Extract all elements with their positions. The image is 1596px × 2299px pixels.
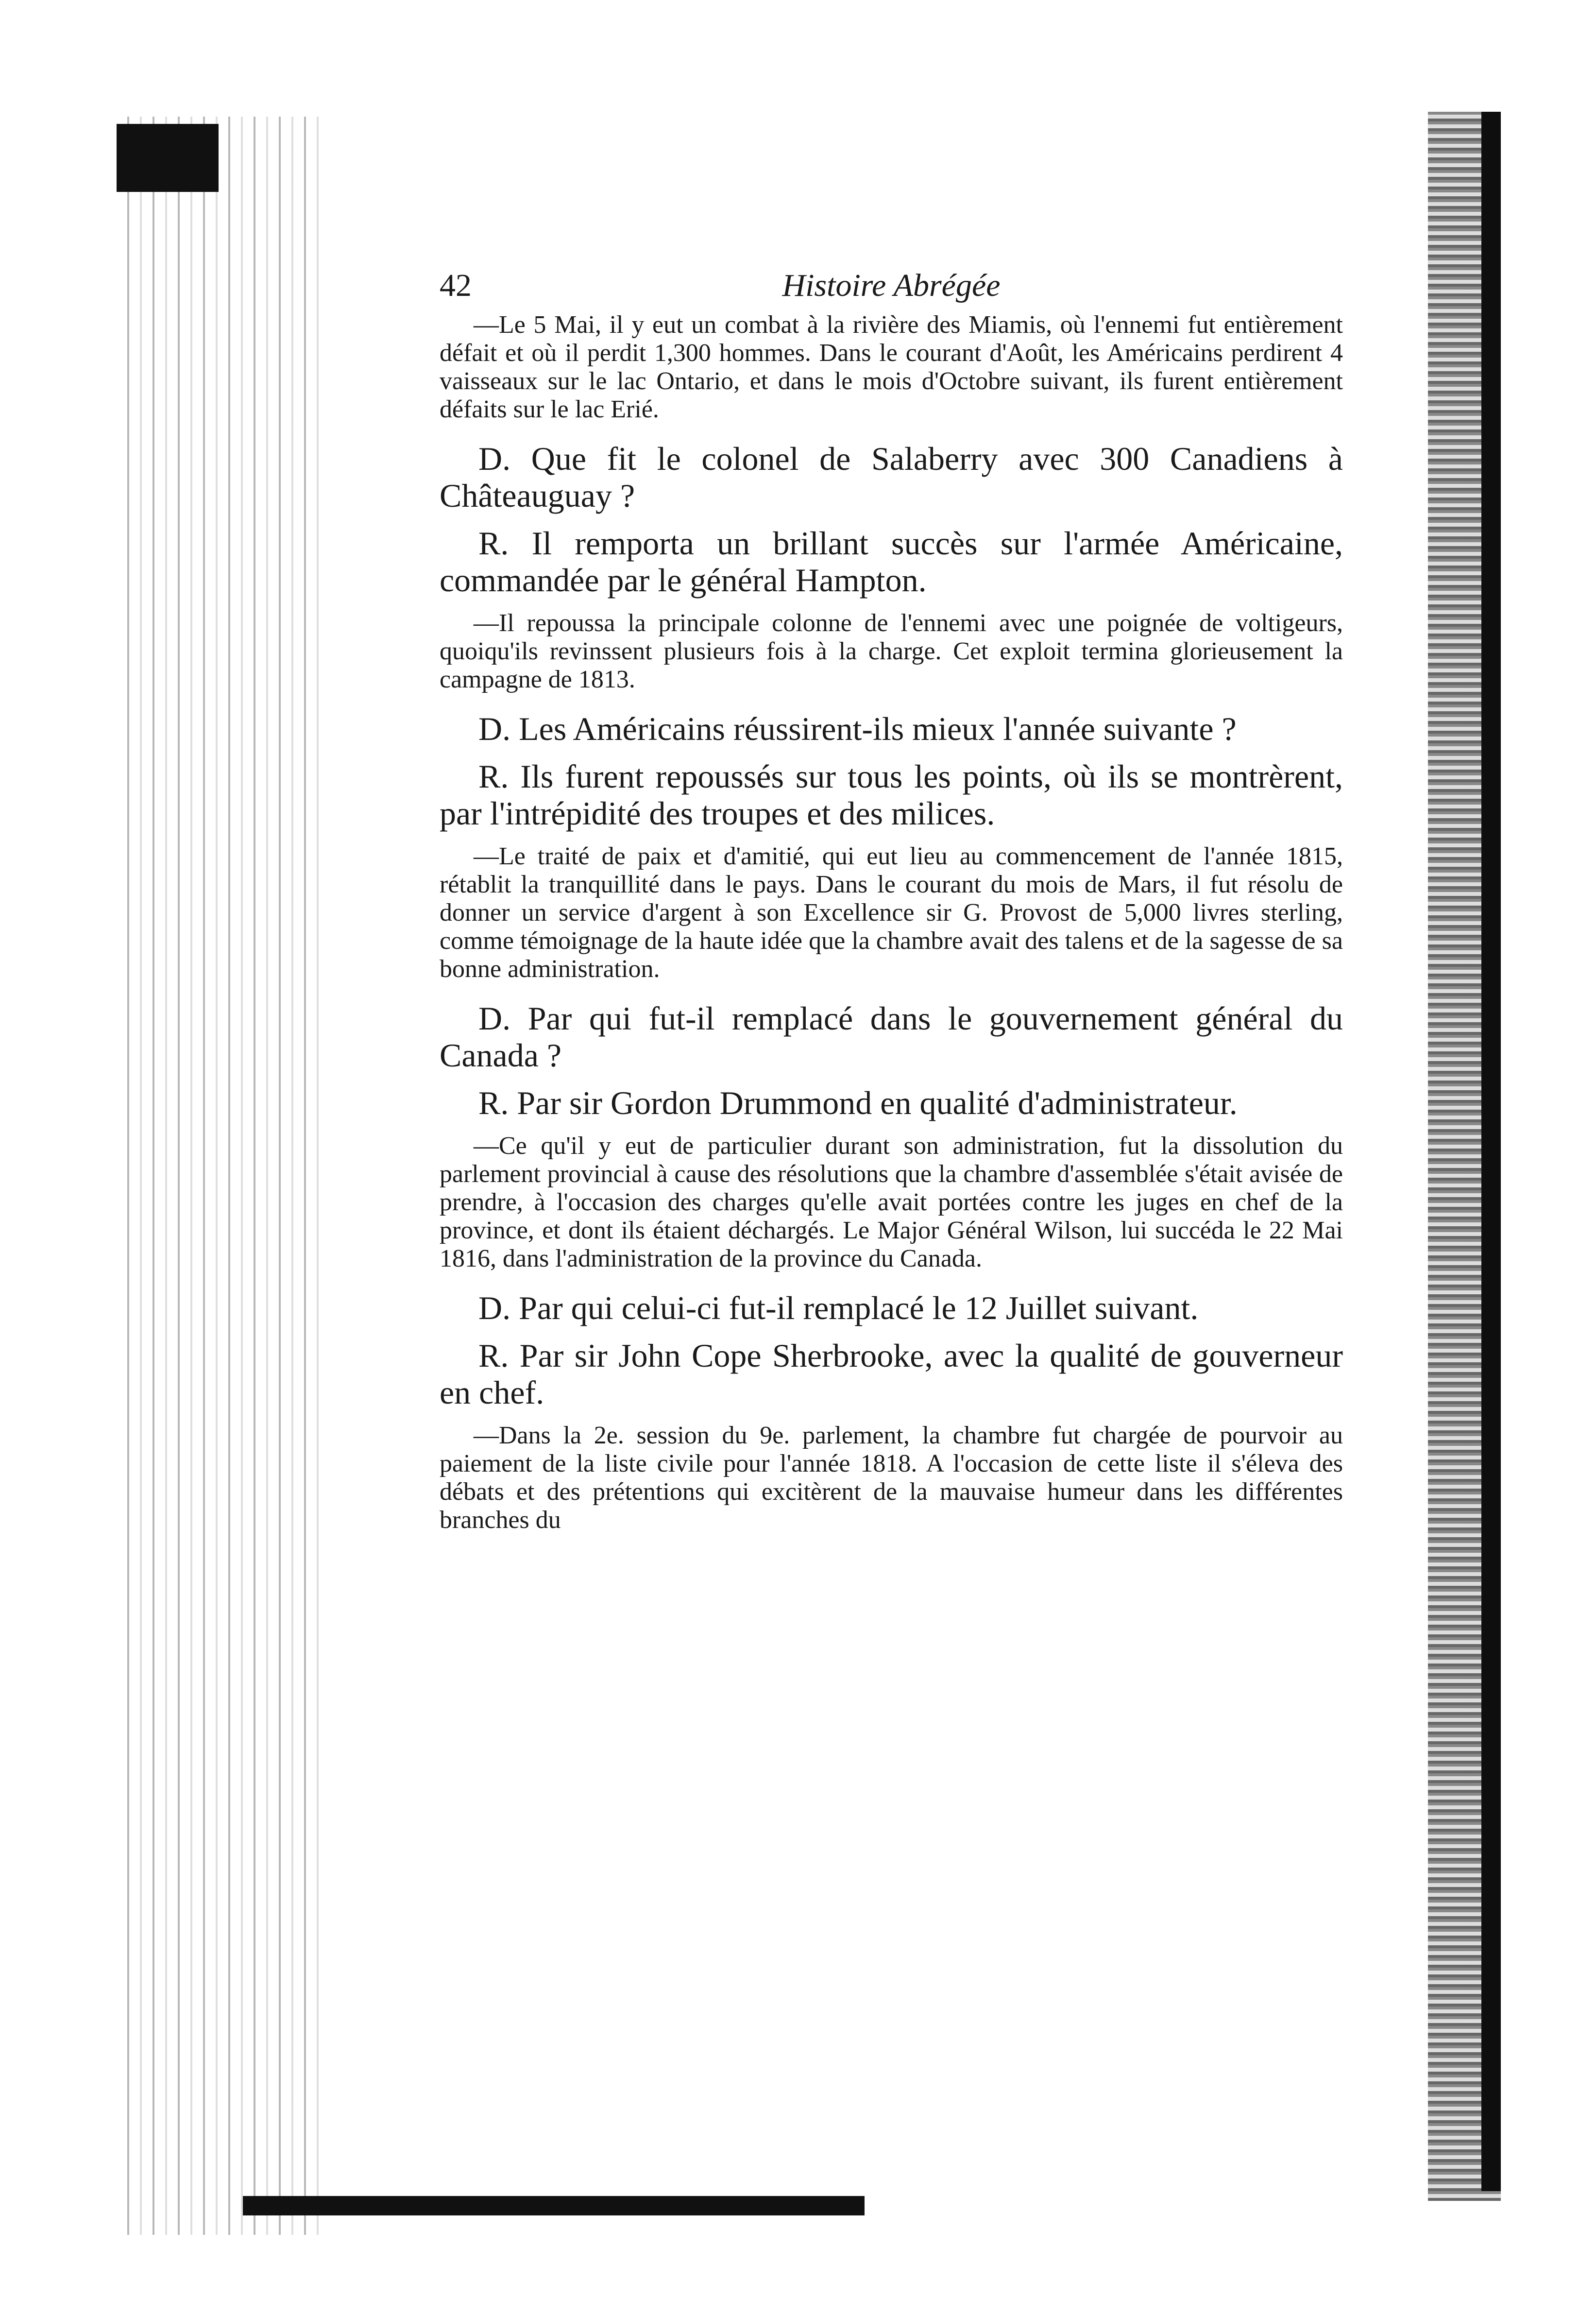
book-binding-edge [117,117,325,2235]
question-paragraph: D. Par qui celui-ci fut-il remplacé le 12 Juillet suivant. [478,1289,1199,1326]
page-text [440,257,1343,1551]
page-bottom-edge [243,2196,865,2215]
answer-paragraph: R. Par sir John Cope Sherbrooke, avec la qualité de gouverneur en chef. [440,1337,1343,1411]
answer-paragraph: R. Il remporta un brillant succès sur l'armée Américaine, commandée par le général Hampton. [440,525,1343,599]
note-paragraph: —Il repoussa la principale colonne de l'ennemi avec une poignée de voltigeurs, quoiqu'ils revinssent plusieurs fois à la charge. Cet exploit termina glorieusement la campagne de 1813. [440,609,1343,693]
note-paragraph: —Dans la 2e. session du 9e. parlement, la chambre fut chargée de pourvoir au paiement de la liste civile pour l'année 1818. A l'occasion de cette liste il s'éleva des débats et des prétentions qui excitèrent de la mauvaise humeur dans les différentes branches du [440,1422,1343,1534]
note-paragraph: —Le 5 Mai, il y eut un combat à la rivière des Miamis, où l'ennemi fut entièrement défait et où il perdit 1,300 hommes. Dans le courant d'Août, les Américains perdirent 4 vaisseaux sur le lac Ontario, et dans le mois d'Octobre suivant, ils furent entièrement défaits sur le lac Erié. [440,311,1343,423]
question-paragraph: D. Les Américains réussirent-ils mieux l'année suivante ? [478,710,1237,747]
binding-shadow [117,124,219,192]
page-number: 42 [440,268,472,303]
scan-border [1481,112,1501,2191]
answer-paragraph: R. Ils furent repoussés sur tous les points, où ils se montrèrent, par l'intrépidité des troupes et des milices. [440,758,1343,832]
note-paragraph: —Ce qu'il y eut de particulier durant son administration, fut la dissolution du parlement provincial à cause des résolutions que la chambre d'assemblée s'était avisée de prendre, à l'occasion des charges qu'elle avait portées contre les juges en chef de la province, et dont ils étaient déchargés. Le Major Général Wilson, lui succéda le 22 Mai 1816, dans l'administration de la province du Canada. [440,1132,1343,1272]
answer-paragraph: R. Par sir Gordon Drummond en qualité d'administrateur. [478,1084,1238,1121]
running-title: Histoire Abrégée [782,268,1001,303]
question-paragraph: D. Par qui fut-il remplacé dans le gouvernement général du Canada ? [440,1000,1343,1074]
question-paragraph: D. Que fit le colonel de Salaberry avec 300 Canadiens à Châteauguay ? [440,440,1343,514]
page-header [440,257,1343,311]
note-paragraph: —Le traité de paix et d'amitié, qui eut lieu au commencement de l'année 1815, rétablit la tranquillité dans le pays. Dans le courant du mois de Mars, il fut résolu de donner un service d'argent à son Excellence sir G. Provost de 5,000 livres sterling, comme témoignage de la haute idée que la chambre avait des talens et de la sagesse de sa bonne administration. [440,842,1343,983]
